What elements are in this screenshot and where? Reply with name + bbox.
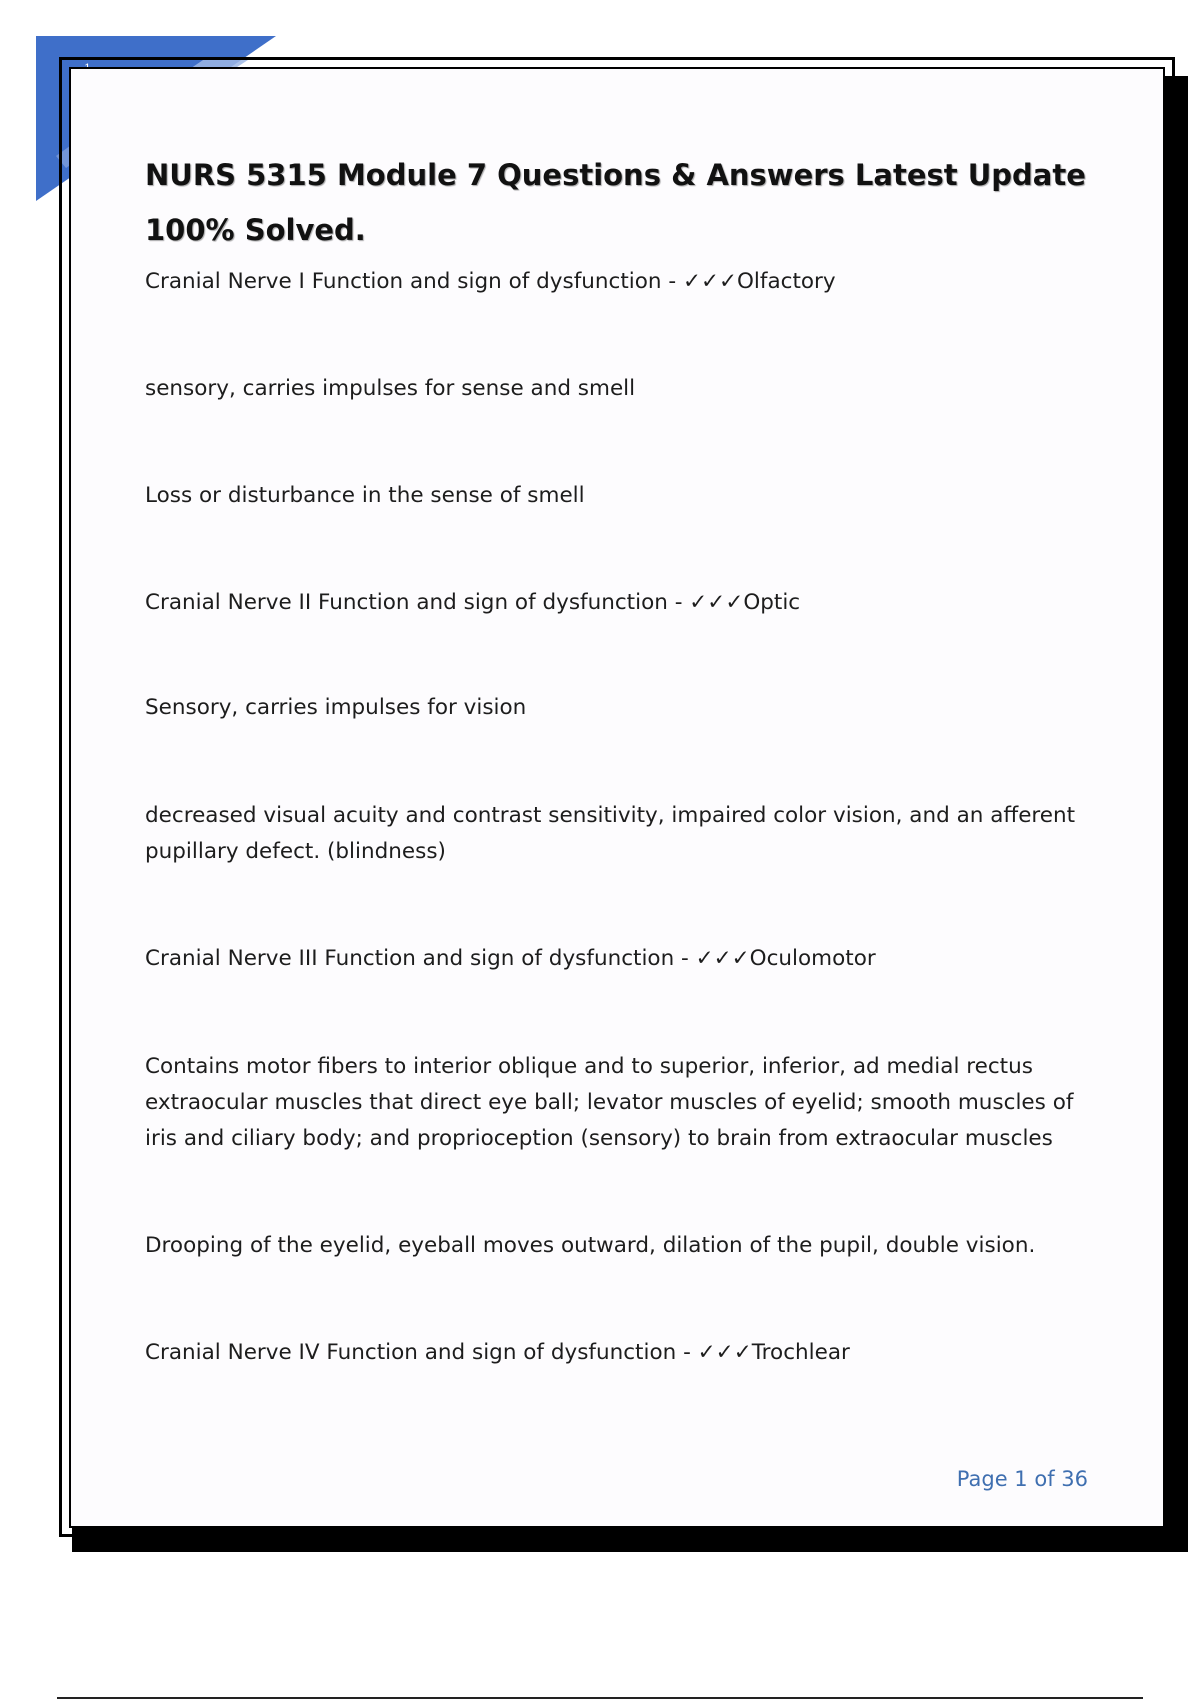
document-title: NURS 5315 Module 7 Questions & Answers Latest Update 100% Solved. (145, 158, 1086, 247)
document-body (145, 148, 1095, 1371)
bottom-divider (57, 1697, 1143, 1699)
paragraph: Cranial Nerve III Function and sign of dysfunction - ✓✓✓Oculomotor (145, 946, 876, 971)
paragraph: sensory, carries impulses for sense and smell (145, 376, 636, 401)
paragraph: Contains motor fibers to interior oblique and to superior, inferior, ad medial rectus extraocular muscles that direct eye ball; levator muscles of eyelid; smooth muscles of iris and ciliary body; and proprioception (sensory) to brain from extraocular muscles (145, 1054, 1074, 1151)
page-footer: Page 1 of 36 (956, 1467, 1088, 1491)
paragraph: decreased visual acuity and contrast sensitivity, impaired color vision, and an afferent pupillary defect. (blindness) (145, 803, 1076, 864)
paragraph: Cranial Nerve IV Function and sign of dysfunction - ✓✓✓Trochlear (145, 1340, 850, 1365)
paragraph: Cranial Nerve I Function and sign of dysfunction - ✓✓✓Olfactory (145, 269, 836, 294)
paragraph: Cranial Nerve II Function and sign of dysfunction - ✓✓✓Optic (145, 590, 801, 615)
paragraph: Loss or disturbance in the sense of smell (145, 483, 585, 508)
paragraph: Drooping of the eyelid, eyeball moves outward, dilation of the pupil, double vision. (145, 1233, 1036, 1258)
paragraph: Sensory, carries impulses for vision (145, 695, 527, 720)
